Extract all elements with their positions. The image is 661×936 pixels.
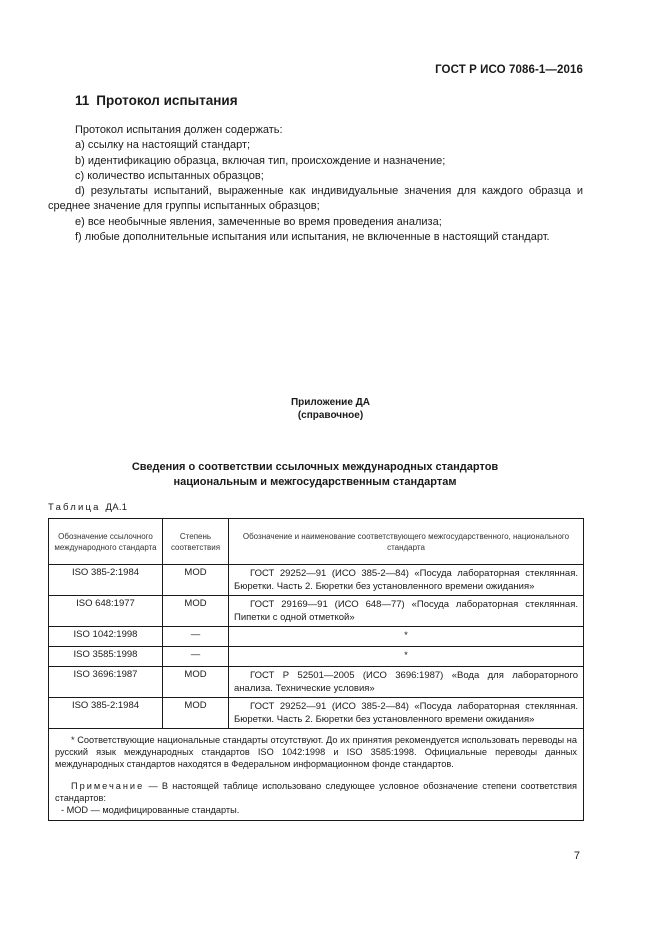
list-item: d) результаты испытаний, выраженные как индивидуальные значения для каждого образца и среднее значение для группы испытанных образцов; [48, 185, 583, 213]
list-item: f) любые дополнительные испытания или испытания, не включенные в настоящий стандарт. [75, 231, 550, 244]
column-header: Обозначение ссылочного международного стандарта [49, 519, 163, 565]
degree-cell: MOD [163, 596, 229, 627]
column-header: Степень соответствия [163, 519, 229, 565]
standard-cell: ISO 3696:1987 [49, 667, 163, 698]
table-caption-word: Таблица [48, 502, 101, 513]
table-notes-row [49, 729, 584, 821]
table-header-row [49, 519, 584, 565]
degree-cell: MOD [163, 667, 229, 698]
section-heading [75, 93, 238, 108]
standard-cell: ISO 1042:1998 [49, 627, 163, 647]
document-code: ГОСТ Р ИСО 7086-1—2016 [435, 64, 583, 76]
description-text: ГОСТ 29169—91 (ИСО 648—77) «Посуда лабораторная стеклянная. Пипетки с одной отметкой» [234, 599, 578, 623]
table-row [49, 596, 584, 627]
table-row [49, 647, 584, 667]
description-cell [229, 565, 584, 596]
degree-cell: — [163, 627, 229, 647]
standard-cell: ISO 648:1977 [49, 596, 163, 627]
table-footnote: * Соответствующие национальные стандарты отсутствуют. До их принятия рекомендуется использовать переводы на русский язык международных стандартов ISO 1042:1998 и ISO 3585:1998. Официальные переводы данных международных стандартов находятся в Федеральном информационном фонде стандартов. [55, 735, 577, 769]
standard-cell: ISO 385-2:1984 [49, 565, 163, 596]
table-caption-number: ДА.1 [105, 502, 128, 513]
degree-cell: MOD [163, 565, 229, 596]
list-item: b) идентификацию образца, включая тип, происхождение и назначение; [75, 154, 446, 167]
note-item: - MOD — модифицированные стандарты. [61, 805, 240, 815]
appendix-title [0, 460, 630, 490]
description-text: ГОСТ 29252—91 (ИСО 385-2—84) «Посуда лабораторная стеклянная. Бюретки. Часть 2. Бюретки без установленного времени ожидания» [234, 568, 578, 592]
table-notes [49, 729, 584, 821]
description-cell [229, 667, 584, 698]
note-label: Примечание [71, 781, 145, 791]
section-body [48, 123, 583, 245]
appendix-title-line: Сведения о соответствии ссылочных международных стандартов [131, 461, 499, 473]
degree-cell: — [163, 647, 229, 667]
section-intro: Протокол испытания должен содержать: [75, 124, 283, 136]
page-number: 7 [573, 850, 580, 862]
note-text: — В настоящей таблице использовано следующее условное обозначение степени соответствия стандартов: [55, 781, 577, 803]
list-item: e) все необычные явления, замеченные во время проведения анализа; [75, 215, 442, 228]
table-caption [48, 502, 127, 513]
table-note [55, 780, 577, 804]
description-cell: * [229, 647, 584, 667]
standard-cell: ISO 385-2:1984 [49, 698, 163, 729]
standard-cell: ISO 3585:1998 [49, 647, 163, 667]
column-header: Обозначение и наименование соответствующего межгосударственного, национального стандарта [229, 519, 584, 565]
description-cell: * [229, 627, 584, 647]
description-text: ГОСТ 29252—91 (ИСО 385-2—84) «Посуда лабораторная стеклянная. Бюретки. Часть 2. Бюретки без установленного времени ожидания» [234, 701, 578, 725]
appendix-header [0, 396, 661, 422]
table-row [49, 627, 584, 647]
table-row [49, 698, 584, 729]
description-cell [229, 596, 584, 627]
appendix-type: (справочное) [297, 410, 364, 421]
list-item: c) количество испытанных образцов; [75, 169, 264, 182]
list-item: a) ссылку на настоящий стандарт; [75, 139, 251, 152]
description-cell [229, 698, 584, 729]
section-title-text: Протокол испытания [96, 93, 238, 108]
correspondence-table [48, 518, 584, 821]
degree-cell: MOD [163, 698, 229, 729]
table-row [49, 667, 584, 698]
description-text: ГОСТ Р 52501—2005 (ИСО 3696:1987) «Вода для лабораторного анализа. Технические условия» [234, 670, 578, 694]
table-row [49, 565, 584, 596]
section-number: 11 [75, 93, 90, 108]
appendix-label: Приложение ДА [290, 397, 371, 408]
appendix-title-line: национальным и межгосударственным стандартам [173, 476, 457, 488]
